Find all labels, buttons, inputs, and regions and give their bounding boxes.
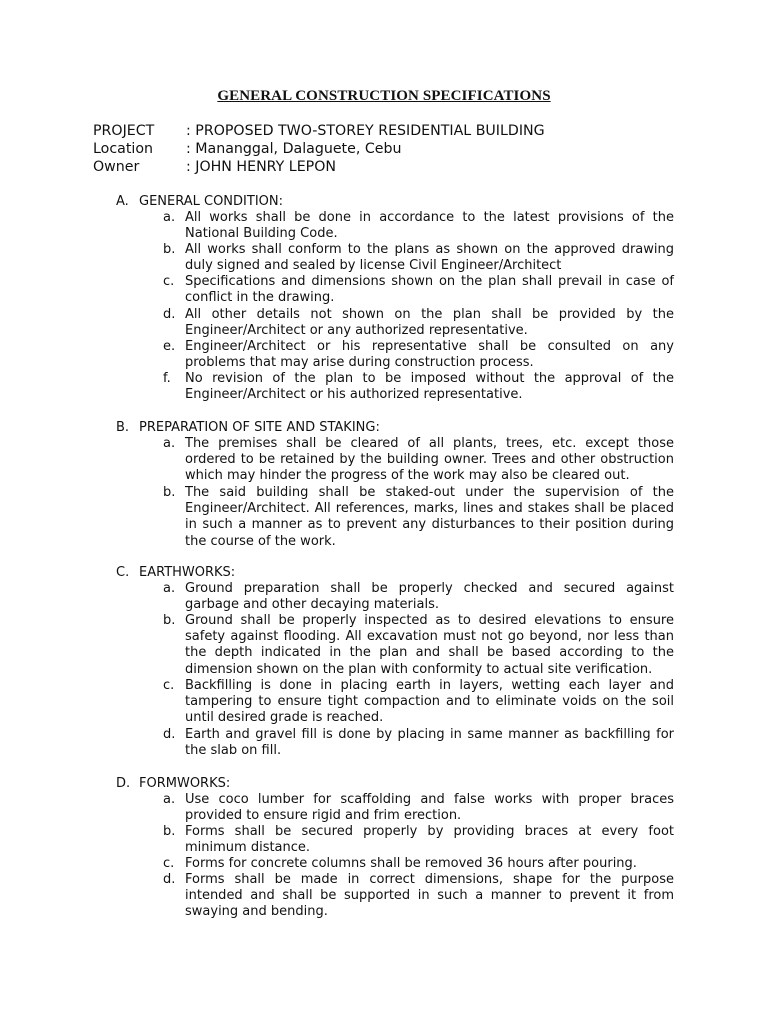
info-value: : PROPOSED TWO-STOREY RESIDENTIAL BUILDING — [186, 123, 545, 139]
item-text: Specifications and dimensions shown on the plan shall prevail in case of conflict in the drawing. — [185, 274, 674, 306]
item-label: c. — [163, 678, 175, 693]
item-text: Ground preparation shall be properly checked and secured against garbage and other decaying materials. — [185, 581, 674, 613]
item-label: e. — [163, 339, 176, 354]
item-label: d. — [163, 872, 176, 887]
item-text: Backfilling is done in placing earth in layers, wetting each layer and tampering to ensure tight compaction and to eliminate voids on the soil until desired grade is reached. — [185, 678, 674, 726]
section-letter: D. — [116, 776, 131, 791]
item-text: All works shall conform to the plans as shown on the approved drawing duly signed and sealed by license Civil Engineer/Architect — [185, 242, 674, 274]
item-label: b. — [163, 613, 176, 628]
item-label: d. — [163, 727, 176, 742]
item-label: a. — [163, 792, 176, 807]
item-text: No revision of the plan to be imposed without the approval of the Engineer/Architect or his authorized representative. — [185, 371, 674, 403]
section-letter: A. — [116, 194, 129, 209]
item-text: Forms shall be secured properly by providing braces at every foot minimum distance. — [185, 824, 674, 856]
item-label: c. — [163, 274, 175, 289]
info-value: : Mananggal, Dalaguete, Cebu — [186, 141, 402, 157]
page-title: GENERAL CONSTRUCTION SPECIFICATIONS — [217, 88, 551, 104]
item-label: a. — [163, 581, 176, 596]
section-title: EARTHWORKS: — [139, 565, 236, 580]
item-label: b. — [163, 824, 176, 839]
item-text: Forms for concrete columns shall be removed 36 hours after pouring. — [185, 856, 637, 871]
section-title: GENERAL CONDITION: — [139, 194, 283, 209]
item-text: Forms shall be made in correct dimensions, shape for the purpose intended and shall be supported in such a manner to prevent it from swaying and bending. — [185, 872, 674, 920]
info-value: : JOHN HENRY LEPON — [186, 159, 337, 175]
item-label: c. — [163, 856, 175, 871]
info-row-owner — [93, 158, 545, 176]
item-text: The said building shall be staked-out under the supervision of the Engineer/Architect. All references, marks, lines and stakes shall be placed in such a manner as to prevent any disturbances to their position during the course of the work. — [185, 485, 674, 549]
item-label: a. — [163, 210, 176, 225]
info-label: PROJECT — [93, 123, 155, 139]
item-label: d. — [163, 307, 176, 322]
section-letter: C. — [116, 565, 130, 580]
item-label: b. — [163, 242, 176, 257]
section-title: FORMWORKS: — [139, 776, 231, 791]
info-label: Location — [93, 141, 154, 157]
item-text: The premises shall be cleared of all plants, trees, etc. except those ordered to be retained by the building owner. Trees and other obstruction which may hinder the progress of the work may also be cleared out. — [185, 436, 674, 484]
item-label: a. — [163, 436, 176, 451]
info-row-location — [93, 140, 545, 158]
item-label: b. — [163, 485, 176, 500]
section-letter: B. — [116, 420, 130, 435]
item-text: Ground shall be properly inspected as to desired elevations to ensure safety against flooding. All excavation must not go beyond, nor less than the depth indicated in the plan and shall be based according to the dimension shown on the plan with conformity to actual site verification. — [185, 613, 674, 677]
project-info — [93, 122, 545, 176]
item-text: All works shall be done in accordance to the latest provisions of the National Building Code. — [185, 210, 674, 242]
item-text: Use coco lumber for scaffolding and false works with proper braces provided to ensure rigid and frim erection. — [185, 792, 674, 824]
item-text: Engineer/Architect or his representative shall be consulted on any problems that may arise during construction process. — [185, 339, 674, 371]
item-text: Earth and gravel fill is done by placing in same manner as backfilling for the slab on fill. — [185, 727, 674, 759]
info-label: Owner — [93, 159, 140, 175]
info-row-project — [93, 122, 545, 140]
item-label: f. — [163, 371, 171, 386]
section-title: PREPARATION OF SITE AND STAKING: — [139, 420, 380, 435]
item-text: All other details not shown on the plan shall be provided by the Engineer/Architect or any authorized representative. — [185, 307, 674, 339]
